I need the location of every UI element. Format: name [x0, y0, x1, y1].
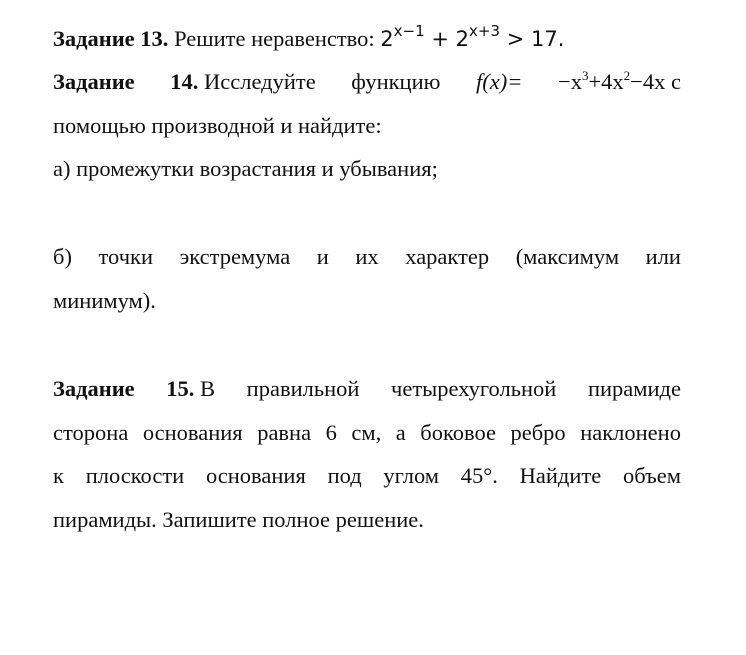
task13-plus: +: [431, 27, 449, 51]
task15-heading-num: 15.: [166, 376, 195, 401]
task15-word: объем: [623, 463, 681, 488]
task14-poly-a-exp: 3: [581, 68, 589, 83]
task15-word: наклонено: [580, 420, 681, 445]
task13-line: [53, 24, 681, 54]
task14-word2: функцию: [351, 69, 441, 94]
task13-rhs: > 17.: [506, 27, 565, 51]
task15-word: 45°.: [460, 463, 498, 488]
task15-word: к: [53, 463, 64, 488]
task15-word: плоскости: [85, 463, 185, 488]
task14-line1: [53, 67, 681, 97]
task15-word: боковое: [420, 420, 496, 445]
task13-text: Решите неравенство:: [174, 26, 375, 51]
task13-base2: 2: [455, 27, 470, 51]
task14-poly-c: −4x: [630, 69, 666, 94]
task14-item-b-word: б): [53, 244, 72, 269]
task15-word: Найдите: [519, 463, 602, 488]
task13-inequality: [380, 22, 565, 51]
task14-poly-b-exp: 2: [623, 68, 631, 83]
task14-item-b-word: экстремума: [179, 244, 291, 269]
task14-item-b-word: и: [316, 244, 329, 269]
task14-item-b-word: или: [645, 244, 681, 269]
task15-word: равна: [257, 420, 312, 445]
task15-word: В: [200, 376, 216, 401]
task15-word: правильной: [246, 376, 360, 401]
task14-item-b-line2: минимум).: [53, 288, 156, 313]
task15-word: углом: [383, 463, 440, 488]
task14-heading-num: 14.: [170, 69, 199, 94]
task15-word: основания: [142, 420, 243, 445]
task15-line3: [53, 461, 681, 491]
task14-word-end: с: [670, 69, 681, 94]
task15-word: сторона: [53, 420, 129, 445]
task14-item-b-word: точки: [98, 244, 154, 269]
task15-word: четырехугольной: [391, 376, 557, 401]
task15-word: а: [395, 420, 406, 445]
task15-word: 6: [325, 420, 337, 445]
task14-item-a: а) промежутки возрастания и убывания;: [53, 156, 438, 181]
task13-heading: Задание 13.: [53, 26, 169, 51]
task14-heading-word: Задание: [53, 69, 135, 94]
task15-heading-word: Задание: [53, 376, 135, 401]
task15-line1: [53, 374, 681, 404]
task15-line4: пирамиды. Запишите полное решение.: [53, 507, 424, 532]
task14-item-b-line1: [53, 242, 681, 272]
task15-word: основания: [205, 463, 306, 488]
task13-base1: 2: [380, 27, 394, 51]
task14-fx: f(x)=: [476, 69, 523, 94]
task14-item-b-word: (максимум: [515, 244, 620, 269]
task14-poly-b: +4x: [588, 69, 624, 94]
task14-line2: помощью производной и найдите:: [53, 113, 382, 138]
task14-poly-a: −x: [558, 69, 582, 94]
task15-word: пирамиде: [587, 376, 681, 401]
task15-line2: [53, 418, 681, 448]
task13-exp1: x−1: [393, 22, 425, 40]
task14-polynomial: [558, 67, 681, 97]
task14-word1: Исследуйте: [204, 69, 316, 94]
task15-word: ребро: [510, 420, 566, 445]
task15-word: под: [327, 463, 362, 488]
task14-item-b-word: их: [355, 244, 379, 269]
task15-word: см,: [351, 420, 382, 445]
task13-exp2: x+3: [469, 22, 501, 40]
task14-item-b-word: характер: [405, 244, 490, 269]
